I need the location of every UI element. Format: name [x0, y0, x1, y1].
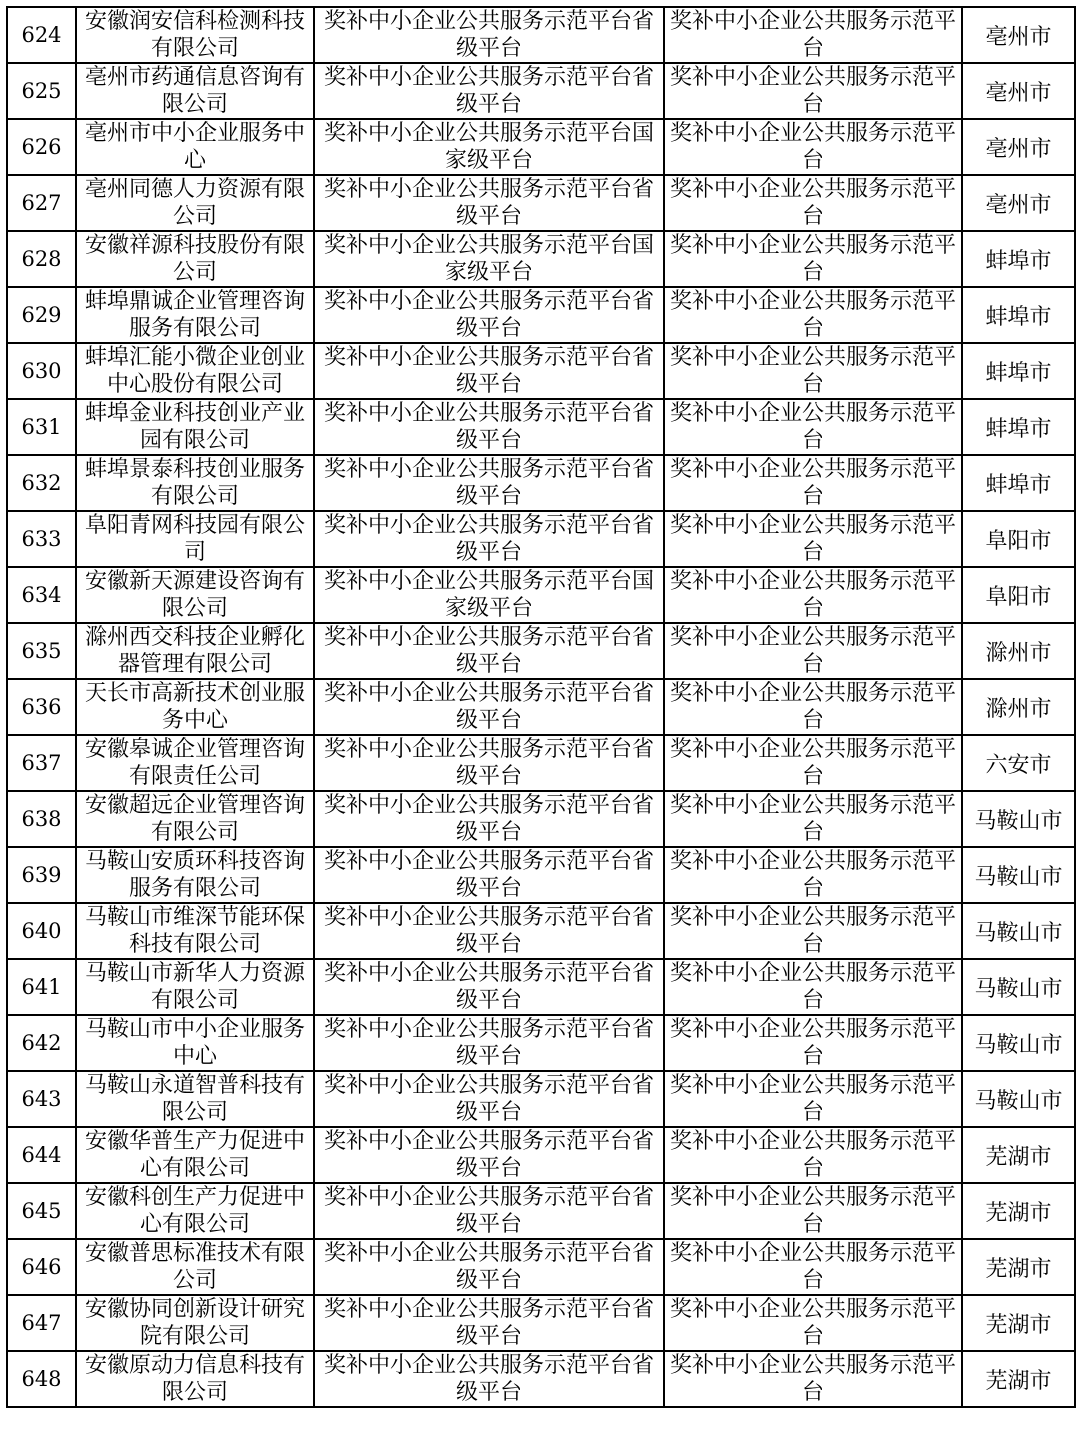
city-name-cell: [962, 623, 1075, 679]
company-name: 安徽原动力信息科技有限公司: [84, 1353, 305, 1405]
city-name: 六安市: [985, 752, 1052, 778]
table-row: [7, 1295, 1075, 1351]
city-name: 蚌埠市: [985, 416, 1052, 442]
project-category: 奖补中小企业公共服务示范平台: [669, 681, 956, 733]
row-number-cell: [7, 959, 76, 1015]
city-name: 滁州市: [985, 696, 1052, 722]
row-number-cell: [7, 343, 76, 399]
project-name-cell: [314, 63, 664, 119]
city-name: 马鞍山市: [974, 976, 1063, 1002]
table-row: [7, 1351, 1075, 1407]
project-category: 奖补中小企业公共服务示范平台: [669, 1185, 956, 1237]
project-name-cell: [314, 1015, 664, 1071]
city-name-cell: [962, 735, 1075, 791]
project-category: 奖补中小企业公共服务示范平台: [669, 177, 956, 229]
city-name-cell: [962, 175, 1075, 231]
row-number-cell: [7, 1127, 76, 1183]
project-category: 奖补中小企业公共服务示范平台: [669, 1129, 956, 1181]
table-row: [7, 1071, 1075, 1127]
company-name: 阜阳青网科技园有限公司: [84, 513, 305, 565]
row-number: 647: [21, 1311, 62, 1335]
table-body: [7, 7, 1075, 1407]
row-number-cell: [7, 1183, 76, 1239]
row-number-cell: [7, 175, 76, 231]
table-row: [7, 1183, 1075, 1239]
project-name: 奖补中小企业公共服务示范平台省级平台: [323, 1017, 654, 1069]
project-category-cell: [664, 343, 962, 399]
project-name: 奖补中小企业公共服务示范平台省级平台: [323, 1073, 654, 1125]
project-category-cell: [664, 1351, 962, 1407]
project-category: 奖补中小企业公共服务示范平台: [669, 233, 956, 285]
row-number: 642: [21, 1031, 62, 1055]
row-number: 624: [21, 23, 62, 47]
project-category: 奖补中小企业公共服务示范平台: [669, 737, 956, 789]
city-name-cell: [962, 1071, 1075, 1127]
company-name: 马鞍山市中小企业服务中心: [84, 1017, 305, 1069]
project-name: 奖补中小企业公共服务示范平台省级平台: [323, 681, 654, 733]
project-category-cell: [664, 455, 962, 511]
table-row: [7, 679, 1075, 735]
city-name-cell: [962, 1295, 1075, 1351]
table-row: [7, 903, 1075, 959]
project-category: 奖补中小企业公共服务示范平台: [669, 849, 956, 901]
project-category-cell: [664, 567, 962, 623]
city-name: 芜湖市: [985, 1144, 1052, 1170]
company-name-cell: [76, 1071, 314, 1127]
project-name-cell: [314, 399, 664, 455]
table-row: [7, 287, 1075, 343]
row-number-cell: [7, 791, 76, 847]
company-name: 安徽普思标准技术有限公司: [84, 1241, 305, 1293]
city-name-cell: [962, 1239, 1075, 1295]
table-row: [7, 959, 1075, 1015]
row-number-cell: [7, 7, 76, 63]
project-name-cell: [314, 231, 664, 287]
project-category: 奖补中小企业公共服务示范平台: [669, 345, 956, 397]
company-name-cell: [76, 343, 314, 399]
project-name-cell: [314, 287, 664, 343]
city-name-cell: [962, 1015, 1075, 1071]
company-name: 蚌埠景泰科技创业服务有限公司: [84, 457, 305, 509]
row-number: 648: [21, 1367, 62, 1391]
company-name: 蚌埠鼎诚企业管理咨询服务有限公司: [84, 289, 305, 341]
row-number-cell: [7, 399, 76, 455]
company-name: 安徽超远企业管理咨询有限公司: [84, 793, 305, 845]
row-number: 645: [21, 1199, 62, 1223]
project-name-cell: [314, 1295, 664, 1351]
project-category: 奖补中小企业公共服务示范平台: [669, 513, 956, 565]
row-number-cell: [7, 567, 76, 623]
company-name-cell: [76, 119, 314, 175]
city-name: 蚌埠市: [985, 472, 1052, 498]
project-name: 奖补中小企业公共服务示范平台国家级平台: [323, 121, 654, 173]
company-name: 安徽祥源科技股份有限公司: [84, 233, 305, 285]
project-category: 奖补中小企业公共服务示范平台: [669, 289, 956, 341]
project-name: 奖补中小企业公共服务示范平台省级平台: [323, 905, 654, 957]
project-name: 奖补中小企业公共服务示范平台省级平台: [323, 65, 654, 117]
project-category-cell: [664, 511, 962, 567]
project-name-cell: [314, 119, 664, 175]
city-name: 蚌埠市: [985, 360, 1052, 386]
company-name-cell: [76, 959, 314, 1015]
row-number: 640: [21, 919, 62, 943]
project-category-cell: [664, 1295, 962, 1351]
project-category-cell: [664, 287, 962, 343]
row-number: 625: [21, 79, 62, 103]
row-number-cell: [7, 287, 76, 343]
project-name: 奖补中小企业公共服务示范平台省级平台: [323, 289, 654, 341]
project-name: 奖补中小企业公共服务示范平台省级平台: [323, 737, 654, 789]
table-row: [7, 847, 1075, 903]
city-name: 蚌埠市: [985, 304, 1052, 330]
project-category-cell: [664, 847, 962, 903]
project-name-cell: [314, 343, 664, 399]
project-category: 奖补中小企业公共服务示范平台: [669, 9, 956, 61]
city-name-cell: [962, 7, 1075, 63]
row-number-cell: [7, 231, 76, 287]
company-name-cell: [76, 175, 314, 231]
row-number: 637: [21, 751, 62, 775]
project-category: 奖补中小企业公共服务示范平台: [669, 65, 956, 117]
project-name-cell: [314, 1183, 664, 1239]
company-name-cell: [76, 679, 314, 735]
project-name-cell: [314, 959, 664, 1015]
row-number: 639: [21, 863, 62, 887]
city-name: 马鞍山市: [974, 864, 1063, 890]
table-row: [7, 791, 1075, 847]
project-category-cell: [664, 679, 962, 735]
city-name: 滁州市: [985, 640, 1052, 666]
table-row: [7, 119, 1075, 175]
project-name: 奖补中小企业公共服务示范平台国家级平台: [323, 569, 654, 621]
project-category: 奖补中小企业公共服务示范平台: [669, 961, 956, 1013]
company-name-cell: [76, 1127, 314, 1183]
row-number: 643: [21, 1087, 62, 1111]
company-name: 安徽新天源建设咨询有限公司: [84, 569, 305, 621]
row-number: 635: [21, 639, 62, 663]
row-number-cell: [7, 1295, 76, 1351]
project-list-table: [6, 6, 1076, 1408]
company-name-cell: [76, 1015, 314, 1071]
city-name-cell: [962, 791, 1075, 847]
company-name: 马鞍山市新华人力资源有限公司: [84, 961, 305, 1013]
table-row: [7, 735, 1075, 791]
project-category: 奖补中小企业公共服务示范平台: [669, 1241, 956, 1293]
table-row: [7, 567, 1075, 623]
city-name: 亳州市: [985, 80, 1052, 106]
company-name: 安徽润安信科检测科技有限公司: [84, 9, 305, 61]
project-category: 奖补中小企业公共服务示范平台: [669, 1073, 956, 1125]
company-name-cell: [76, 399, 314, 455]
project-name-cell: [314, 847, 664, 903]
project-name: 奖补中小企业公共服务示范平台省级平台: [323, 961, 654, 1013]
project-name: 奖补中小企业公共服务示范平台省级平台: [323, 1241, 654, 1293]
city-name-cell: [962, 959, 1075, 1015]
project-category-cell: [664, 399, 962, 455]
company-name-cell: [76, 847, 314, 903]
project-category: 奖补中小企业公共服务示范平台: [669, 905, 956, 957]
city-name: 阜阳市: [985, 584, 1052, 610]
project-name-cell: [314, 1127, 664, 1183]
project-name-cell: [314, 679, 664, 735]
company-name-cell: [76, 1239, 314, 1295]
company-name: 马鞍山永道智普科技有限公司: [84, 1073, 305, 1125]
row-number: 636: [21, 695, 62, 719]
project-category-cell: [664, 1183, 962, 1239]
project-name: 奖补中小企业公共服务示范平台省级平台: [323, 793, 654, 845]
city-name: 芜湖市: [985, 1368, 1052, 1394]
project-category-cell: [664, 1239, 962, 1295]
city-name: 马鞍山市: [974, 1088, 1063, 1114]
table-row: [7, 175, 1075, 231]
company-name: 马鞍山市维深节能环保科技有限公司: [84, 905, 305, 957]
company-name-cell: [76, 567, 314, 623]
company-name: 蚌埠汇能小微企业创业中心股份有限公司: [84, 345, 305, 397]
city-name: 芜湖市: [985, 1312, 1052, 1338]
project-category-cell: [664, 7, 962, 63]
company-name: 滁州西交科技企业孵化器管理有限公司: [84, 625, 305, 677]
project-name: 奖补中小企业公共服务示范平台省级平台: [323, 1297, 654, 1349]
city-name-cell: [962, 903, 1075, 959]
company-name-cell: [76, 735, 314, 791]
company-name-cell: [76, 1351, 314, 1407]
company-name-cell: [76, 623, 314, 679]
project-category-cell: [664, 1127, 962, 1183]
table-row: [7, 231, 1075, 287]
city-name-cell: [962, 63, 1075, 119]
company-name: 亳州同德人力资源有限公司: [84, 177, 305, 229]
city-name-cell: [962, 231, 1075, 287]
company-name-cell: [76, 7, 314, 63]
row-number: 631: [21, 415, 62, 439]
project-category: 奖补中小企业公共服务示范平台: [669, 1017, 956, 1069]
project-category-cell: [664, 1015, 962, 1071]
project-name-cell: [314, 511, 664, 567]
project-name: 奖补中小企业公共服务示范平台省级平台: [323, 457, 654, 509]
project-name-cell: [314, 567, 664, 623]
row-number-cell: [7, 1239, 76, 1295]
company-name: 蚌埠金业科技创业产业园有限公司: [84, 401, 305, 453]
company-name-cell: [76, 287, 314, 343]
city-name-cell: [962, 455, 1075, 511]
company-name: 亳州市药通信息咨询有限公司: [84, 65, 305, 117]
city-name-cell: [962, 343, 1075, 399]
company-name: 亳州市中小企业服务中心: [84, 121, 305, 173]
project-name-cell: [314, 623, 664, 679]
row-number-cell: [7, 1015, 76, 1071]
row-number-cell: [7, 63, 76, 119]
city-name: 马鞍山市: [974, 1032, 1063, 1058]
project-name: 奖补中小企业公共服务示范平台省级平台: [323, 625, 654, 677]
project-name-cell: [314, 455, 664, 511]
table-row: [7, 399, 1075, 455]
company-name: 天长市高新技术创业服务中心: [84, 681, 305, 733]
city-name: 马鞍山市: [974, 808, 1063, 834]
city-name: 芜湖市: [985, 1256, 1052, 1282]
company-name: 安徽华普生产力促进中心有限公司: [84, 1129, 305, 1181]
project-category-cell: [664, 119, 962, 175]
project-name: 奖补中小企业公共服务示范平台省级平台: [323, 1185, 654, 1237]
row-number-cell: [7, 455, 76, 511]
company-name-cell: [76, 511, 314, 567]
row-number: 638: [21, 807, 62, 831]
project-name: 奖补中小企业公共服务示范平台省级平台: [323, 1129, 654, 1181]
row-number-cell: [7, 119, 76, 175]
company-name-cell: [76, 63, 314, 119]
table-row: [7, 7, 1075, 63]
city-name-cell: [962, 567, 1075, 623]
project-name-cell: [314, 1071, 664, 1127]
row-number-cell: [7, 1351, 76, 1407]
project-category: 奖补中小企业公共服务示范平台: [669, 1353, 956, 1405]
project-category-cell: [664, 175, 962, 231]
company-name-cell: [76, 1183, 314, 1239]
city-name: 亳州市: [985, 192, 1052, 218]
project-name-cell: [314, 7, 664, 63]
row-number: 629: [21, 303, 62, 327]
city-name-cell: [962, 287, 1075, 343]
city-name-cell: [962, 1127, 1075, 1183]
project-category-cell: [664, 735, 962, 791]
table-row: [7, 511, 1075, 567]
project-category-cell: [664, 791, 962, 847]
project-name-cell: [314, 1239, 664, 1295]
company-name-cell: [76, 231, 314, 287]
project-name: 奖补中小企业公共服务示范平台省级平台: [323, 513, 654, 565]
project-name-cell: [314, 903, 664, 959]
company-name: 安徽科创生产力促进中心有限公司: [84, 1185, 305, 1237]
company-name-cell: [76, 455, 314, 511]
table-row: [7, 623, 1075, 679]
table-row: [7, 455, 1075, 511]
row-number-cell: [7, 1071, 76, 1127]
row-number-cell: [7, 511, 76, 567]
city-name-cell: [962, 511, 1075, 567]
row-number: 644: [21, 1143, 62, 1167]
company-name-cell: [76, 1295, 314, 1351]
project-name: 奖补中小企业公共服务示范平台省级平台: [323, 345, 654, 397]
project-category: 奖补中小企业公共服务示范平台: [669, 793, 956, 845]
project-category-cell: [664, 623, 962, 679]
table-row: [7, 63, 1075, 119]
project-category-cell: [664, 63, 962, 119]
table-row: [7, 1015, 1075, 1071]
city-name: 亳州市: [985, 24, 1052, 50]
project-name: 奖补中小企业公共服务示范平台国家级平台: [323, 233, 654, 285]
city-name-cell: [962, 679, 1075, 735]
row-number: 634: [21, 583, 62, 607]
project-name-cell: [314, 1351, 664, 1407]
table-row: [7, 1127, 1075, 1183]
row-number: 630: [21, 359, 62, 383]
company-name: 安徽协同创新设计研究院有限公司: [84, 1297, 305, 1349]
row-number: 633: [21, 527, 62, 551]
project-category: 奖补中小企业公共服务示范平台: [669, 401, 956, 453]
row-number: 646: [21, 1255, 62, 1279]
project-name: 奖补中小企业公共服务示范平台省级平台: [323, 9, 654, 61]
row-number: 628: [21, 247, 62, 271]
row-number: 632: [21, 471, 62, 495]
row-number: 627: [21, 191, 62, 215]
project-category: 奖补中小企业公共服务示范平台: [669, 121, 956, 173]
city-name: 芜湖市: [985, 1200, 1052, 1226]
project-name-cell: [314, 175, 664, 231]
row-number: 626: [21, 135, 62, 159]
company-name: 马鞍山安质环科技咨询服务有限公司: [84, 849, 305, 901]
project-name: 奖补中小企业公共服务示范平台省级平台: [323, 1353, 654, 1405]
project-name: 奖补中小企业公共服务示范平台省级平台: [323, 177, 654, 229]
project-name-cell: [314, 735, 664, 791]
project-category-cell: [664, 1071, 962, 1127]
city-name-cell: [962, 847, 1075, 903]
row-number-cell: [7, 679, 76, 735]
project-name: 奖补中小企业公共服务示范平台省级平台: [323, 401, 654, 453]
city-name-cell: [962, 1183, 1075, 1239]
project-category-cell: [664, 903, 962, 959]
table-row: [7, 343, 1075, 399]
project-category-cell: [664, 959, 962, 1015]
city-name-cell: [962, 399, 1075, 455]
company-name: 安徽皋诚企业管理咨询有限责任公司: [84, 737, 305, 789]
city-name-cell: [962, 1351, 1075, 1407]
company-name-cell: [76, 791, 314, 847]
row-number-cell: [7, 847, 76, 903]
row-number-cell: [7, 623, 76, 679]
city-name: 亳州市: [985, 136, 1052, 162]
city-name: 马鞍山市: [974, 920, 1063, 946]
row-number-cell: [7, 735, 76, 791]
project-category: 奖补中小企业公共服务示范平台: [669, 1297, 956, 1349]
city-name-cell: [962, 119, 1075, 175]
city-name: 蚌埠市: [985, 248, 1052, 274]
project-name: 奖补中小企业公共服务示范平台省级平台: [323, 849, 654, 901]
table-row: [7, 1239, 1075, 1295]
row-number: 641: [21, 975, 62, 999]
company-name-cell: [76, 903, 314, 959]
city-name: 阜阳市: [985, 528, 1052, 554]
project-name-cell: [314, 791, 664, 847]
project-category: 奖补中小企业公共服务示范平台: [669, 625, 956, 677]
row-number-cell: [7, 903, 76, 959]
project-category: 奖补中小企业公共服务示范平台: [669, 457, 956, 509]
project-category-cell: [664, 231, 962, 287]
project-category: 奖补中小企业公共服务示范平台: [669, 569, 956, 621]
